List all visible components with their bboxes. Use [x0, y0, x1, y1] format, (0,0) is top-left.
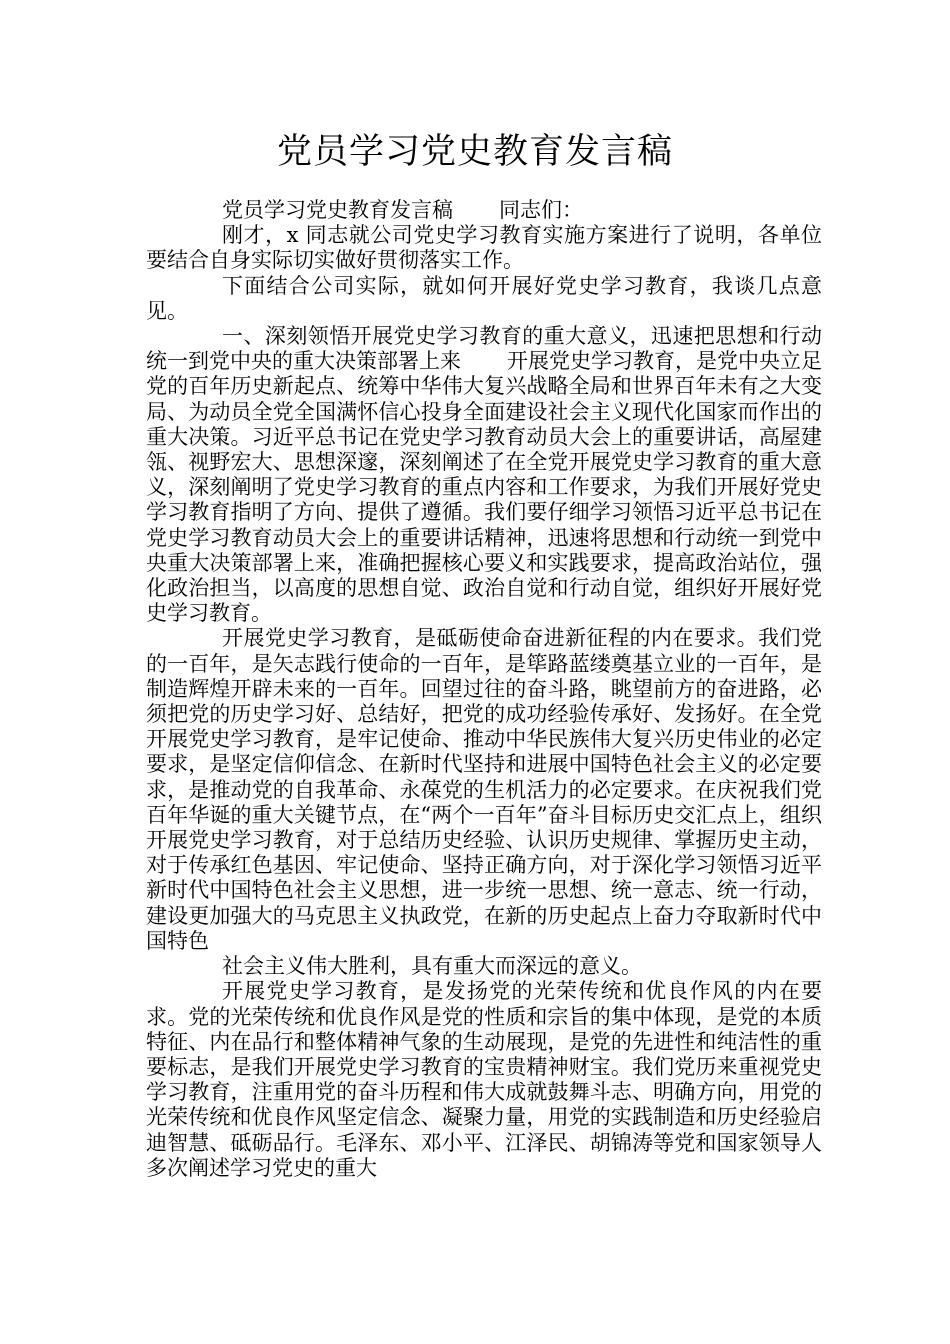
section-heading: 一、深刻领悟开展党史学习教育的重大意义，迅速把思想和行动统一到党中央的重大决策部署上来 [146, 324, 822, 374]
paragraph-tradition [146, 979, 822, 1181]
paragraph-text: 刚才，x 同志就公司党史学习教育实施方案进行了说明，各单位要结合自身实际切实做好贯彻落实工作。 [146, 223, 822, 273]
greeting-salutation: 同志们： [499, 198, 583, 222]
paragraph-mission [146, 626, 822, 954]
paragraph-text: 开展党史学习教育，是发扬党的光荣传统和优良作风的内在要求。党的光荣传统和优良作风是党的性质和宗旨的集中体现，是党的本质特征、内在品行和整体精神气象的生动展现，是党的先进性和纯洁性的重要标志，是我们开展党史学习教育的宝贵精神财宝。我们党历来重视党史学习教育，注重用党的奋斗历程和伟大成就鼓舞斗志、明确方向，用党的光荣传统和优良作风坚定信念、凝聚力量，用党的实践制造和历史经验启迪智慧、砥砺品行。毛泽东、邓小平、江泽民、胡锦涛等党和国家领导人多次阐述学习党史的重大 [146, 979, 822, 1180]
paragraph-intro [146, 223, 822, 273]
paragraph-section-one [146, 324, 822, 626]
paragraph-text: 下面结合公司实际，就如何开展好党史学习教育，我谈几点意见。 [146, 273, 822, 323]
paragraph-text: 开展党史学习教育，是党中央立足党的百年历史新起点、统筹中华伟大复兴战略全局和世界百年未有之大变局、为动员全党全国满怀信心投身全面建设社会主义现代化国家而作出的重大决策。习近平总书记在党史学习教育动员大会上的重要讲话，高屋建瓴、视野宏大、思想深邃，深刻阐述了在全党开展党史学习教育的重大意义，深刻阐明了党史学习教育的重点内容和工作要求，为我们开展好党史学习教育指明了方向、提供了遵循。我们要仔细学习领悟习近平总书记在党史学习教育动员大会上的重要讲话精神，迅速将思想和行动统一到党中央重大决策部署上来，准确把握核心要义和实践要求，提高政治站位，强化政治担当，以高度的思想自觉、政治自觉和行动自觉，组织好开展好党史学习教育。 [146, 349, 822, 626]
paragraph-mission-continued [146, 954, 822, 979]
paragraph-opinion [146, 274, 822, 324]
document-body [146, 198, 822, 1181]
paragraph-text: 社会主义伟大胜利，具有重大而深远的意义。 [222, 954, 642, 979]
document-title: 党员学习党史教育发言稿 [276, 132, 673, 172]
greeting-heading: 党员学习党史教育发言稿 [222, 198, 453, 222]
paragraph-greeting [146, 198, 822, 223]
paragraph-text: 开展党史学习教育，是砥砺使命奋进新征程的内在要求。我们党的一百年，是矢志践行使命的一百年，是筚路蓝缕奠基立业的一百年，是制造辉煌开辟未来的一百年。回望过往的奋斗路，眺望前方的奋进路，必须把党的历史学习好、总结好，把党的成功经验传承好、发扬好。在全党开展党史学习教育，是牢记使命、推动中华民族伟大复兴历史伟业的必定要求，是坚定信仰信念、在新时代坚持和进展中国特色社会主义的必定要求，是推动党的自我革命、永葆党的生机活力的必定要求。在庆祝我们党百年华诞的重大关键节点，在“两个一百年”奋斗目标历史交汇点上，组织开展党史学习教育，对于总结历史经验、认识历史规律、掌握历史主动，对于传承红色基因、牢记使命、坚持正确方向，对于深化学习领悟习近平新时代中国特色社会主义思想，进一步统一思想、统一意志、统一行动，建设更加强大的马克思主义执政党，在新的历史起点上奋力夺取新时代中国特色 [146, 626, 822, 953]
